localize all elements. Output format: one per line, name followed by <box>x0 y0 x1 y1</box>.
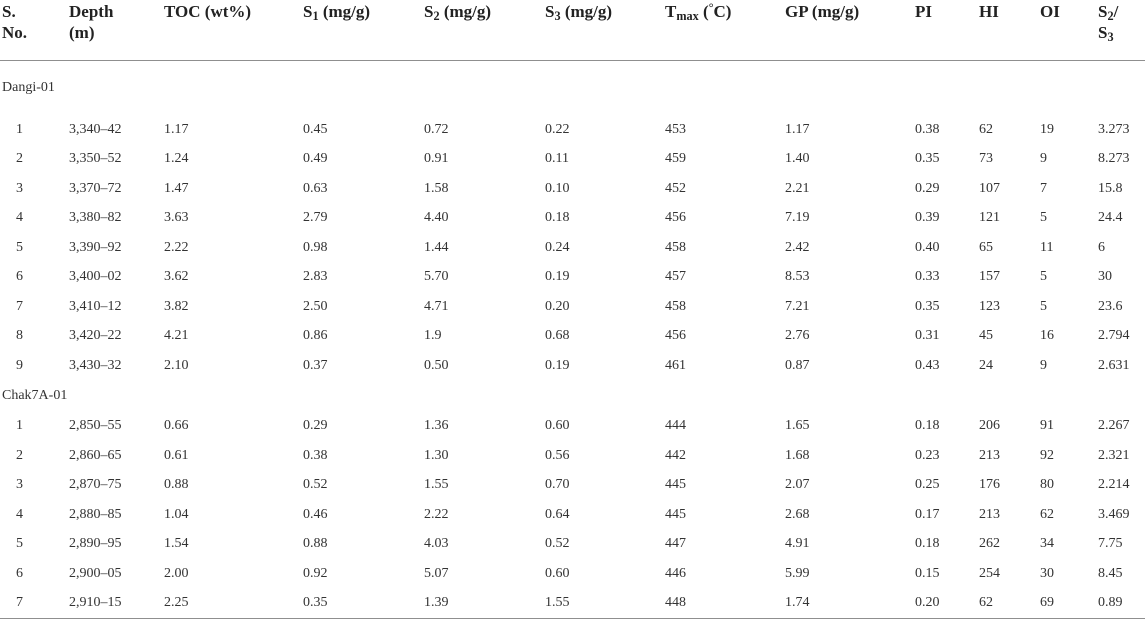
cell-s3: 0.68 <box>545 328 570 344</box>
header-oi: OI <box>1040 0 1098 61</box>
table-row <box>0 322 1145 352</box>
cell-gp: 1.65 <box>785 418 810 434</box>
cell-pi: 0.23 <box>915 447 940 463</box>
cell-s1: 0.92 <box>303 565 328 581</box>
cell-s3: 0.11 <box>545 151 569 167</box>
table-row <box>0 471 1145 501</box>
header-s3: $S_3$ (mg/g) <box>545 0 665 61</box>
cell-s3: 0.24 <box>545 239 570 255</box>
header-tmax: $T_{max}$ (°C) <box>665 0 785 61</box>
table-body <box>0 61 1145 619</box>
cell-oi: 91 <box>1040 418 1054 434</box>
cell-s3: 0.52 <box>545 536 570 552</box>
cell-s2-s3: 2.794 <box>1098 328 1130 344</box>
cell-pi: 0.18 <box>915 536 940 552</box>
cell-depth: 2,860–65 <box>69 447 122 463</box>
header-s2: $S_2$ (mg/g) <box>424 0 545 61</box>
cell-oi: 19 <box>1040 121 1054 137</box>
cell-toc: 0.66 <box>164 418 189 434</box>
cell-tmax: 461 <box>665 357 686 373</box>
cell-tmax: 445 <box>665 477 686 493</box>
table-row <box>0 412 1145 442</box>
cell-gp: 2.07 <box>785 477 810 493</box>
cell-sno: 2 <box>16 151 23 167</box>
cell-toc: 1.17 <box>164 121 189 137</box>
cell-s3: 0.70 <box>545 477 570 493</box>
cell-toc: 3.62 <box>164 269 189 285</box>
cell-gp: 2.68 <box>785 506 810 522</box>
cell-s2-s3: 2.214 <box>1098 477 1130 493</box>
cell-s2: 1.30 <box>424 447 449 463</box>
cell-pi: 0.35 <box>915 151 940 167</box>
table-row <box>0 351 1145 381</box>
cell-hi: 24 <box>979 357 993 373</box>
table-row <box>0 204 1145 234</box>
group-header-row <box>0 381 1145 412</box>
cell-hi: 213 <box>979 506 1000 522</box>
cell-tmax: 457 <box>665 269 686 285</box>
cell-tmax: 456 <box>665 210 686 226</box>
cell-s2-s3: 7.75 <box>1098 536 1123 552</box>
cell-tmax: 459 <box>665 151 686 167</box>
cell-s2: 4.03 <box>424 536 449 552</box>
cell-sno: 2 <box>16 447 23 463</box>
cell-sno: 1 <box>16 418 23 434</box>
cell-gp: 2.42 <box>785 239 810 255</box>
cell-hi: 62 <box>979 121 993 137</box>
cell-s3: 0.19 <box>545 269 570 285</box>
cell-s2-s3: 2.321 <box>1098 447 1130 463</box>
cell-sno: 6 <box>16 565 23 581</box>
cell-toc: 3.63 <box>164 210 189 226</box>
header-row <box>0 0 1145 61</box>
cell-tmax: 447 <box>665 536 686 552</box>
cell-gp: 2.21 <box>785 180 810 196</box>
header-pi: PI <box>915 0 979 61</box>
cell-toc: 1.47 <box>164 180 189 196</box>
cell-depth: 2,890–95 <box>69 536 122 552</box>
table-row <box>0 174 1145 204</box>
cell-toc: 3.82 <box>164 298 189 314</box>
cell-oi: 9 <box>1040 151 1047 167</box>
cell-tmax: 452 <box>665 180 686 196</box>
table-row <box>0 263 1145 293</box>
cell-toc: 1.54 <box>164 536 189 552</box>
cell-oi: 11 <box>1040 239 1054 255</box>
cell-s2: 4.40 <box>424 210 449 226</box>
cell-hi: 176 <box>979 477 1000 493</box>
cell-sno: 8 <box>16 328 23 344</box>
cell-pi: 0.35 <box>915 298 940 314</box>
cell-sno: 3 <box>16 477 23 493</box>
cell-s2: 1.36 <box>424 418 449 434</box>
cell-toc: 2.10 <box>164 357 189 373</box>
cell-pi: 0.38 <box>915 121 940 137</box>
cell-tmax: 458 <box>665 298 686 314</box>
cell-depth: 3,380–82 <box>69 210 122 226</box>
cell-oi: 34 <box>1040 536 1054 552</box>
cell-gp: 1.40 <box>785 151 810 167</box>
cell-s3: 0.60 <box>545 418 570 434</box>
header-sno: S. No. <box>0 0 69 61</box>
cell-s2: 4.71 <box>424 298 449 314</box>
cell-s1: 0.52 <box>303 477 328 493</box>
cell-hi: 254 <box>979 565 1000 581</box>
cell-toc: 2.00 <box>164 565 189 581</box>
cell-depth: 3,340–42 <box>69 121 122 137</box>
cell-toc: 1.04 <box>164 506 189 522</box>
cell-s1: 0.49 <box>303 151 328 167</box>
cell-pi: 0.15 <box>915 565 940 581</box>
cell-s2-s3: 3.273 <box>1098 121 1130 137</box>
table-row <box>0 441 1145 471</box>
cell-toc: 2.25 <box>164 589 303 619</box>
cell-s2: 0.72 <box>424 121 449 137</box>
cell-depth: 3,430–32 <box>69 357 122 373</box>
cell-oi: 5 <box>1040 298 1047 314</box>
cell-pi: 0.39 <box>915 210 940 226</box>
cell-s2: 1.55 <box>424 477 449 493</box>
cell-hi: 73 <box>979 151 993 167</box>
cell-pi: 0.29 <box>915 180 940 196</box>
cell-oi: 30 <box>1040 565 1054 581</box>
cell-s1: 0.35 <box>303 589 424 619</box>
cell-sno: 3 <box>16 180 23 196</box>
cell-s2: 0.91 <box>424 151 449 167</box>
header-depth: Depth (m) <box>69 0 164 61</box>
cell-s3: 0.22 <box>545 121 570 137</box>
cell-s1: 0.29 <box>303 418 328 434</box>
header-s2-s3-ratio: $S_2/$ $S_3$ <box>1098 0 1145 61</box>
cell-gp: 5.99 <box>785 565 810 581</box>
cell-s3: 0.20 <box>545 298 570 314</box>
cell-s2-s3: 15.8 <box>1098 180 1123 196</box>
well-name-label: Dangi-01 <box>2 80 55 95</box>
cell-s2-s3: 23.6 <box>1098 298 1123 314</box>
cell-s1: 2.83 <box>303 269 328 285</box>
cell-oi: 80 <box>1040 477 1054 493</box>
cell-tmax: 446 <box>665 565 686 581</box>
well-name-label: Chak7A-01 <box>2 388 68 403</box>
cell-s2-s3: 30 <box>1098 269 1112 285</box>
cell-oi: 9 <box>1040 357 1047 373</box>
cell-toc: 0.88 <box>164 477 189 493</box>
cell-hi: 121 <box>979 210 1000 226</box>
cell-s2-s3: 3.469 <box>1098 506 1130 522</box>
cell-pi: 0.33 <box>915 269 940 285</box>
cell-s2: 1.9 <box>424 328 442 344</box>
table-row <box>0 292 1145 322</box>
table-row <box>0 530 1145 560</box>
cell-depth: 3,420–22 <box>69 328 122 344</box>
cell-s1: 0.86 <box>303 328 328 344</box>
cell-hi: 123 <box>979 298 1000 314</box>
cell-gp: 7.19 <box>785 210 810 226</box>
cell-s1: 0.45 <box>303 121 328 137</box>
cell-s3: 0.60 <box>545 565 570 581</box>
cell-sno: 4 <box>16 210 23 226</box>
cell-oi: 62 <box>1040 506 1054 522</box>
cell-s3: 0.19 <box>545 357 570 373</box>
cell-s2-s3: 6 <box>1098 239 1105 255</box>
cell-gp: 0.87 <box>785 357 810 373</box>
cell-gp: 4.91 <box>785 536 810 552</box>
cell-hi: 45 <box>979 328 993 344</box>
table-row <box>0 589 1145 619</box>
cell-oi: 5 <box>1040 210 1047 226</box>
cell-s1: 0.63 <box>303 180 328 196</box>
cell-depth: 3,370–72 <box>69 180 122 196</box>
header-toc: TOC (wt%) <box>164 0 303 61</box>
table-row <box>0 233 1145 263</box>
group-header-row <box>0 61 1145 116</box>
cell-hi: 262 <box>979 536 1000 552</box>
cell-hi: 107 <box>979 180 1000 196</box>
cell-s1: 2.50 <box>303 298 328 314</box>
cell-s2-s3: 8.273 <box>1098 151 1130 167</box>
cell-tmax: 444 <box>665 418 686 434</box>
cell-pi: 0.43 <box>915 357 940 373</box>
cell-toc: 1.24 <box>164 151 189 167</box>
cell-s1: 0.37 <box>303 357 328 373</box>
cell-tmax: 445 <box>665 506 686 522</box>
cell-pi: 0.18 <box>915 418 940 434</box>
cell-gp: 2.76 <box>785 328 810 344</box>
cell-sno: 4 <box>16 506 23 522</box>
table-row <box>0 500 1145 530</box>
cell-oi: 92 <box>1040 447 1054 463</box>
cell-toc: 2.22 <box>164 239 189 255</box>
cell-oi: 5 <box>1040 269 1047 285</box>
cell-tmax: 442 <box>665 447 686 463</box>
cell-pi: 0.40 <box>915 239 940 255</box>
cell-sno: 9 <box>16 357 23 373</box>
cell-toc: 4.21 <box>164 328 189 344</box>
table-row <box>0 559 1145 589</box>
cell-sno: 6 <box>16 269 23 285</box>
table-row <box>0 115 1145 145</box>
cell-oi: 69 <box>1040 589 1098 619</box>
header-s1: $S_1$ (mg/g) <box>303 0 424 61</box>
cell-s2: 5.07 <box>424 565 449 581</box>
cell-hi: 206 <box>979 418 1000 434</box>
cell-sno: 7 <box>16 298 23 314</box>
cell-s3: 0.56 <box>545 447 570 463</box>
cell-pi: 0.17 <box>915 506 940 522</box>
cell-pi: 0.31 <box>915 328 940 344</box>
cell-depth: 2,900–05 <box>69 565 122 581</box>
cell-s1: 0.98 <box>303 239 328 255</box>
cell-oi: 7 <box>1040 180 1047 196</box>
table-row <box>0 145 1145 175</box>
cell-depth: 3,410–12 <box>69 298 122 314</box>
cell-s1: 0.46 <box>303 506 328 522</box>
cell-depth: 3,400–02 <box>69 269 122 285</box>
cell-s3: 1.55 <box>545 589 665 619</box>
cell-depth: 2,850–55 <box>69 418 122 434</box>
cell-s2-s3: 0.89 <box>1098 589 1145 619</box>
cell-sno: 7 <box>0 589 69 619</box>
cell-gp: 1.68 <box>785 447 810 463</box>
cell-hi: 213 <box>979 447 1000 463</box>
cell-gp: 8.53 <box>785 269 810 285</box>
cell-sno: 5 <box>16 239 23 255</box>
cell-s2-s3: 24.4 <box>1098 210 1123 226</box>
header-hi: HI <box>979 0 1040 61</box>
cell-s2-s3: 8.45 <box>1098 565 1123 581</box>
cell-sno: 5 <box>16 536 23 552</box>
cell-gp: 1.74 <box>785 589 915 619</box>
cell-depth: 2,910–15 <box>69 589 164 619</box>
cell-s1: 0.38 <box>303 447 328 463</box>
cell-s3: 0.18 <box>545 210 570 226</box>
cell-s2-s3: 2.267 <box>1098 418 1130 434</box>
cell-tmax: 458 <box>665 239 686 255</box>
cell-tmax: 448 <box>665 589 785 619</box>
cell-s2: 2.22 <box>424 506 449 522</box>
cell-oi: 16 <box>1040 328 1054 344</box>
cell-s1: 0.88 <box>303 536 328 552</box>
cell-depth: 2,880–85 <box>69 506 122 522</box>
cell-hi: 65 <box>979 239 993 255</box>
cell-s2: 0.50 <box>424 357 449 373</box>
cell-depth: 3,350–52 <box>69 151 122 167</box>
cell-hi: 62 <box>979 589 1040 619</box>
cell-s3: 0.10 <box>545 180 570 196</box>
cell-gp: 7.21 <box>785 298 810 314</box>
header-gp: GP (mg/g) <box>785 0 915 61</box>
cell-depth: 2,870–75 <box>69 477 122 493</box>
cell-pi: 0.25 <box>915 477 940 493</box>
cell-hi: 157 <box>979 269 1000 285</box>
cell-s1: 2.79 <box>303 210 328 226</box>
cell-toc: 0.61 <box>164 447 189 463</box>
cell-s2-s3: 2.631 <box>1098 357 1130 373</box>
cell-s2: 5.70 <box>424 269 449 285</box>
cell-pi: 0.20 <box>915 589 979 619</box>
cell-gp: 1.17 <box>785 121 810 137</box>
cell-s2: 1.58 <box>424 180 449 196</box>
cell-tmax: 453 <box>665 121 686 137</box>
cell-s2: 1.39 <box>424 589 545 619</box>
cell-depth: 3,390–92 <box>69 239 122 255</box>
cell-tmax: 456 <box>665 328 686 344</box>
cell-sno: 1 <box>16 121 23 137</box>
cell-s2: 1.44 <box>424 239 449 255</box>
cell-s3: 0.64 <box>545 506 570 522</box>
